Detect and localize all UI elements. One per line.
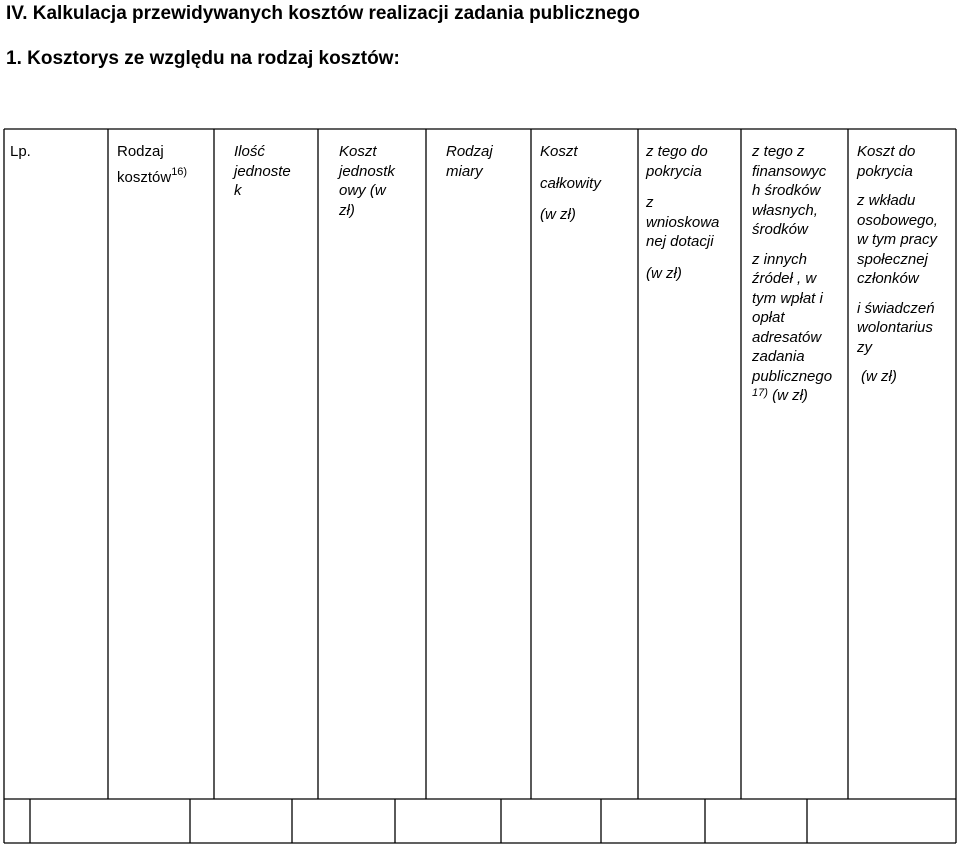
header-cost-type-line: Rodzaj (117, 143, 164, 160)
header-own-funds-line: z innych (752, 250, 808, 268)
header-measure-type (446, 142, 493, 181)
section-title: IV. Kalkulacja przewidywanych kosztów realizacji zadania publicznego (6, 3, 640, 24)
header-total-cost-line: (w zł) (540, 206, 576, 223)
header-grant-share-line: z tego do (646, 143, 708, 160)
header-own-funds-line: źródeł , w (752, 270, 817, 287)
header-unit-cost (339, 142, 395, 220)
subsection-title: 1. Kosztorys ze względu na rodzaj kosztów: (6, 48, 400, 69)
header-lp-label: Lp. (10, 143, 31, 160)
header-own-funds-line: opłat (752, 309, 785, 326)
header-unit-count-line: jednoste (234, 162, 291, 180)
header-unit-count-line: k (234, 182, 242, 199)
header-own-funds (752, 142, 832, 406)
footnote-16: 16) (171, 165, 188, 178)
header-personal-contribution-line: osobowego, (857, 211, 938, 229)
header-own-funds-line: zadania (752, 348, 805, 365)
header-own-funds-line: (w zł) (772, 387, 808, 404)
header-unit-cost-line: zł) (339, 201, 355, 219)
header-unit-count-line: Ilość (234, 143, 265, 160)
header-cost-type-line: kosztów (117, 168, 172, 186)
header-unit-cost-line: Koszt (339, 143, 377, 160)
header-total-cost-line: całkowity (540, 174, 601, 192)
header-own-funds-line: z tego z (752, 143, 805, 160)
header-grant-share (646, 142, 719, 283)
header-grant-share-line: pokrycia (646, 162, 702, 180)
header-own-funds-line: środków (752, 221, 808, 238)
header-personal-contribution-line: (w zł) (861, 368, 897, 385)
header-unit-count (234, 142, 291, 201)
header-personal-contribution-line: i świadczeń (857, 299, 935, 317)
header-grant-share-line: z (646, 194, 654, 211)
header-personal-contribution-line: członków (857, 270, 919, 287)
header-personal-contribution-line: Koszt do (857, 143, 916, 160)
header-measure-type-line: miary (446, 162, 483, 180)
header-own-funds-line: publicznego (752, 367, 833, 385)
header-grant-share-line: wnioskowa (646, 213, 720, 231)
header-total-cost (540, 142, 601, 225)
header-own-funds-line: tym wpłat i (752, 289, 823, 307)
header-personal-contribution-line: pokrycia (857, 162, 913, 180)
header-unit-cost-line: owy (w (339, 182, 386, 199)
header-grant-share-line: nej dotacji (646, 233, 714, 250)
header-unit-cost-line: jednostk (339, 162, 395, 180)
header-own-funds-line: adresatów (752, 328, 822, 346)
header-personal-contribution-line: zy (857, 338, 872, 356)
header-own-funds-line: finansowyc (752, 162, 827, 180)
footnote-17: 17) (752, 387, 768, 399)
header-own-funds-line: własnych, (752, 201, 818, 219)
header-measure-type-line: Rodzaj (446, 143, 493, 160)
header-personal-contribution-line: z wkładu (857, 192, 916, 209)
header-lp (10, 142, 31, 162)
header-personal-contribution (857, 142, 938, 387)
header-grant-share-line: (w zł) (646, 264, 682, 282)
header-personal-contribution-line: społecznej (857, 250, 928, 268)
header-personal-contribution-line: w tym pracy (857, 231, 938, 248)
header-total-cost-line: Koszt (540, 143, 578, 160)
header-personal-contribution-line: wolontarius (857, 319, 933, 336)
header-cost-type (117, 142, 187, 187)
header-own-funds-line: h środków (752, 182, 821, 199)
